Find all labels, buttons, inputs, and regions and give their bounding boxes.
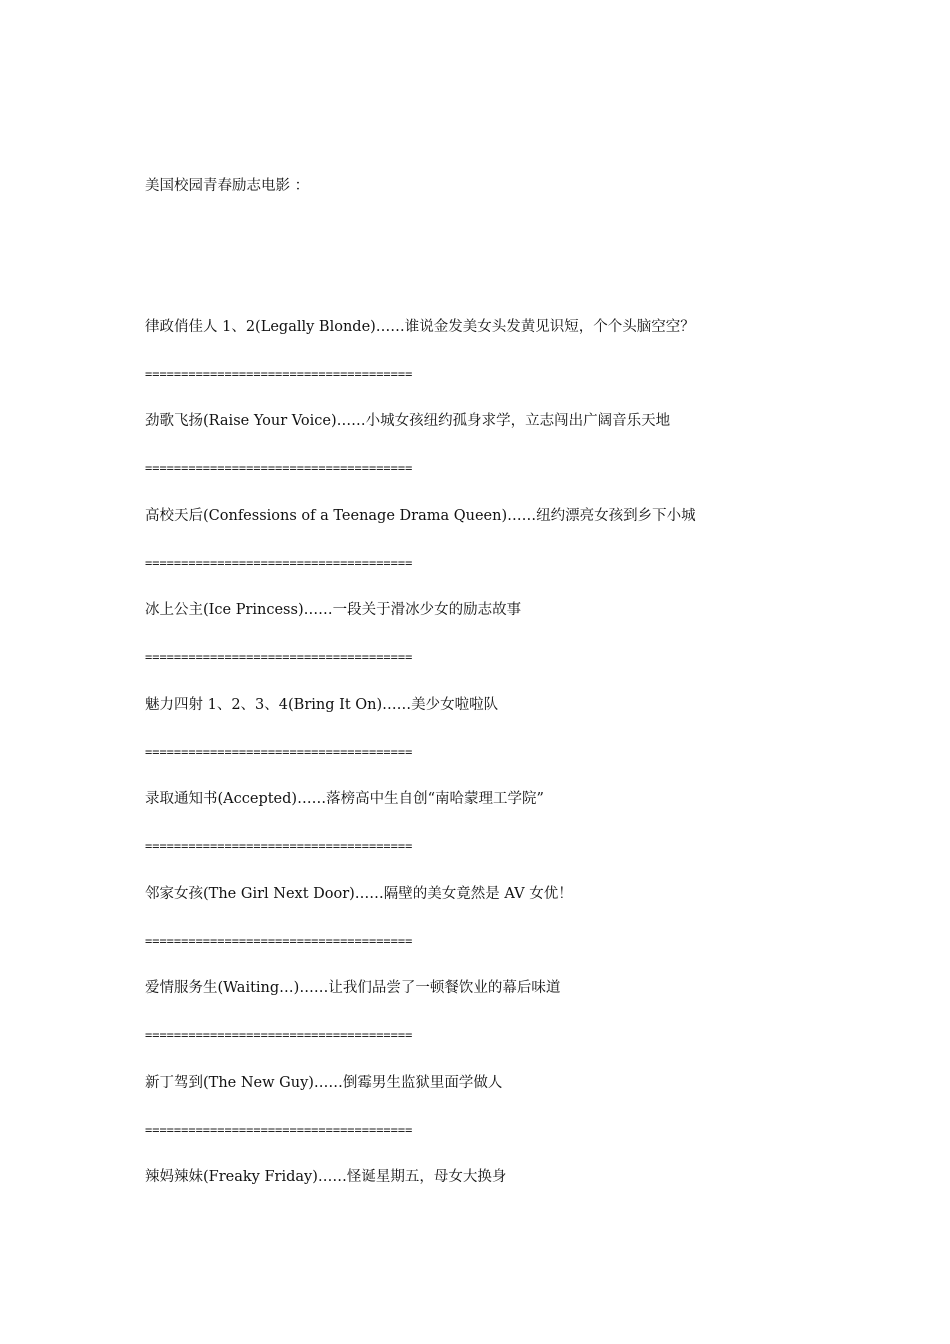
separator-line: ===================================== — [145, 1028, 413, 1042]
separator-line: ===================================== — [145, 934, 413, 948]
separator-line: ===================================== — [145, 745, 413, 759]
separator-line: ===================================== — [145, 650, 413, 664]
movie-entry: 爱情服务生(Waiting…)……让我们品尝了一顿餐饮业的幕后味道 — [145, 980, 561, 996]
movie-entry: 新丁驾到(The New Guy)……倒霉男生监狱里面学做人 — [145, 1075, 503, 1091]
separator-line: ===================================== — [145, 1123, 413, 1137]
movie-entry: 魅力四射 1、2、3、4(Bring It On)……美少女啦啦队 — [145, 697, 499, 713]
movie-entry: 邻家女孩(The Girl Next Door)……隔壁的美女竟然是 AV 女优！ — [145, 886, 573, 902]
movie-entry: 劲歌飞扬(Raise Your Voice)……小城女孩纽约孤身求学，立志闯出广阔音乐天地 — [145, 413, 671, 429]
separator-line: ===================================== — [145, 367, 413, 381]
movie-entry: 律政俏佳人 1、2(Legally Blonde)……谁说金发美女头发黄见识短，个个头脑空空？ — [145, 319, 695, 335]
movie-entry: 录取通知书(Accepted)……落榜高中生自创“南哈蒙理工学院” — [145, 791, 544, 807]
movie-entry: 辣妈辣妹(Freaky Friday)……怪诞星期五，母女大换身 — [145, 1169, 507, 1185]
separator-line: ===================================== — [145, 556, 413, 570]
document-page — [145, 0, 905, 1344]
movie-entry: 冰上公主(Ice Princess)……一段关于滑冰少女的励志故事 — [145, 602, 522, 618]
separator-line: ===================================== — [145, 461, 413, 475]
document-heading: 美国校园青春励志电影 ： — [145, 178, 310, 194]
movie-entry: 高校天后(Confessions of a Teenage Drama Queen)……纽约漂亮女孩到乡下小城 — [145, 508, 696, 524]
separator-line: ===================================== — [145, 839, 413, 853]
